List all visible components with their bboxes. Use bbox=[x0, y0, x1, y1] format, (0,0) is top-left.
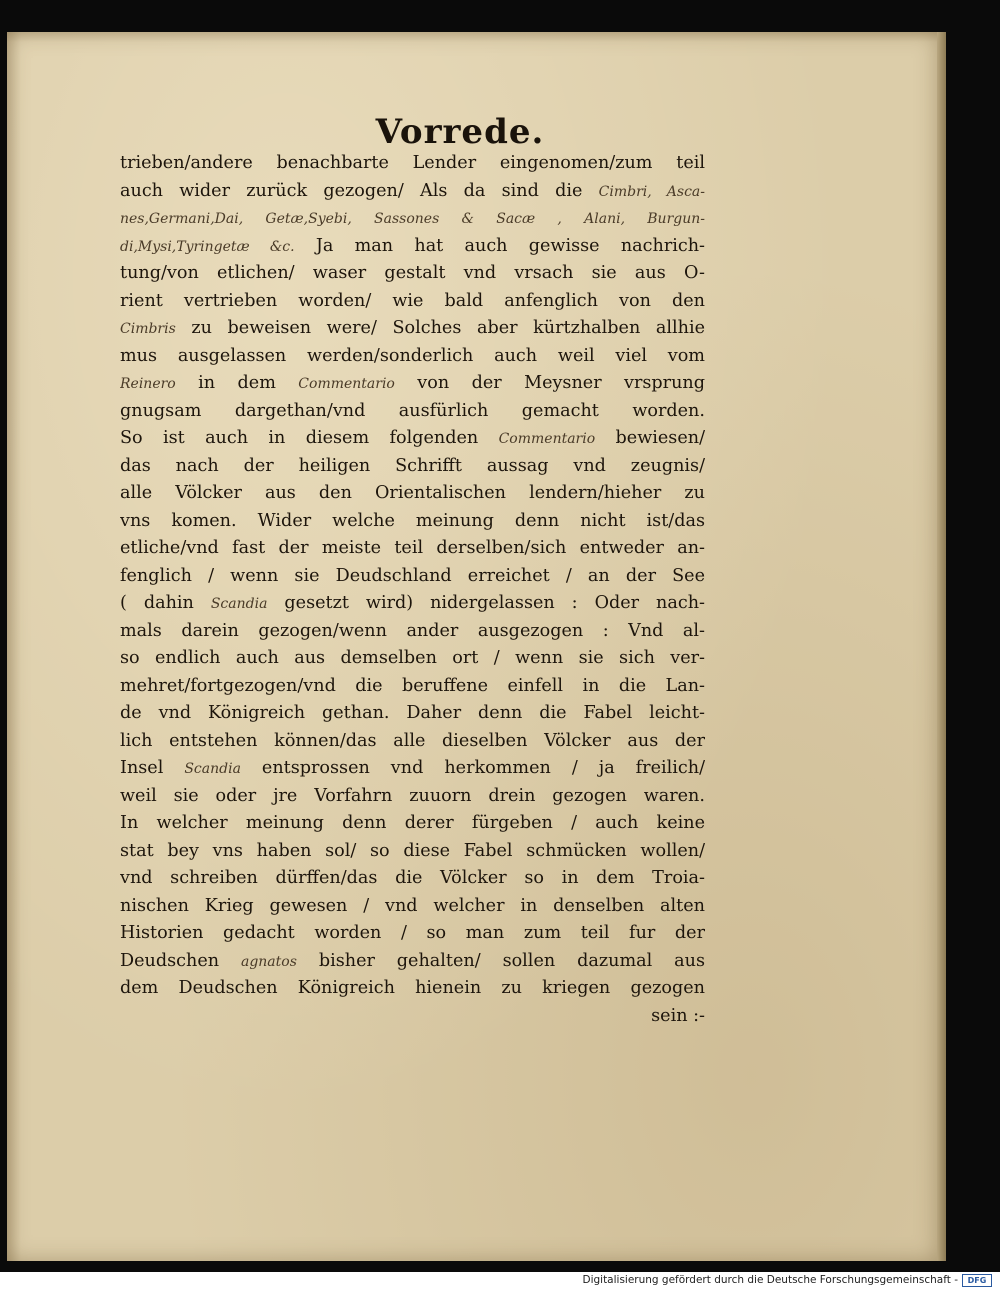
text-line bbox=[120, 343, 705, 371]
footer-bar bbox=[0, 1272, 1000, 1290]
text-line bbox=[120, 1003, 705, 1031]
text-line bbox=[120, 673, 705, 701]
text-segment: sein :- bbox=[651, 1005, 705, 1026]
text-line bbox=[120, 508, 705, 536]
latin-term: agnatos bbox=[240, 953, 297, 970]
text-segment: bewiesen/ bbox=[595, 428, 705, 448]
text-segment: vns komen. Wider welche meinung denn nicht ist/das bbox=[120, 510, 705, 531]
text-segment: fenglich / wenn sie Deudschland erreichet / an der See bbox=[120, 565, 705, 586]
page-gutter bbox=[937, 32, 946, 1261]
text-segment: von der Meysner vrsprung bbox=[394, 373, 705, 393]
text-line bbox=[120, 178, 705, 206]
text-segment: zu beweisen were/ Solches aber kürtzhalben allhie bbox=[175, 318, 705, 338]
text-line bbox=[120, 288, 705, 316]
text-line bbox=[120, 865, 705, 893]
text-line bbox=[120, 755, 705, 783]
text-segment: mals darein gezogen/wenn ander ausgezogen : Vnd al- bbox=[120, 620, 705, 641]
latin-term: nes,Germani,Dai, Getæ,Syebi, Sassones & Sacæ , Alani, Burgun- bbox=[120, 211, 705, 227]
text-segment: So ist auch in diesem folgenden bbox=[120, 428, 499, 448]
latin-term: Scandia bbox=[210, 596, 268, 612]
latin-term: Cimbri, Asca- bbox=[598, 183, 705, 200]
text-line bbox=[120, 233, 705, 261]
text-segment: Insel bbox=[120, 758, 185, 778]
text-segment: nischen Krieg gewesen / vnd welcher in denselben alten bbox=[120, 895, 705, 916]
latin-term: di,Mysi,Tyringetæ &c. bbox=[120, 238, 295, 255]
text-line bbox=[120, 893, 705, 921]
text-segment: trieben/andere benachbarte Lender eingenomen/zum teil bbox=[120, 153, 705, 173]
text-line bbox=[120, 783, 705, 811]
text-line bbox=[120, 838, 705, 866]
text-segment: so endlich auch aus demselben ort / wenn sie sich ver- bbox=[120, 648, 705, 668]
text-line bbox=[120, 480, 705, 508]
text-segment: etliche/vnd fast der meiste teil derselben/sich entweder an- bbox=[120, 538, 705, 558]
text-segment: Deudschen bbox=[120, 950, 241, 971]
text-line bbox=[120, 370, 705, 398]
text-segment: Historien gedacht worden / so man zum teil fur der bbox=[120, 923, 705, 943]
text-segment: de vnd Königreich gethan. Daher denn die Fabel leicht- bbox=[120, 703, 705, 723]
text-segment: In welcher meinung denn derer fürgeben / auch keine bbox=[120, 813, 705, 833]
footer-credit: Digitalisierung gefördert durch die Deutsche Forschungsgemeinschaft - bbox=[582, 1274, 958, 1286]
text-line bbox=[120, 700, 705, 728]
text-segment: entsprossen vnd herkommen / ja freilich/ bbox=[240, 758, 705, 778]
text-segment: lich entstehen können/das alle dieselben Völcker aus der bbox=[120, 730, 705, 751]
latin-term: Reinero bbox=[120, 376, 176, 392]
text-segment: alle Völcker aus den Orientalischen lendern/hieher zu bbox=[120, 483, 705, 503]
latin-term: Commentario bbox=[298, 376, 395, 392]
text-segment: ( dahin bbox=[120, 593, 211, 613]
text-line bbox=[120, 810, 705, 838]
text-line bbox=[120, 563, 705, 591]
text-line bbox=[120, 398, 705, 426]
text-line bbox=[120, 948, 705, 976]
text-line bbox=[120, 590, 705, 618]
text-segment: vnd schreiben dürffen/das die Völcker so in dem Troia- bbox=[120, 868, 705, 888]
text-segment: rient vertrieben worden/ wie bald anfenglich von den bbox=[120, 290, 705, 311]
text-line bbox=[120, 535, 705, 563]
text-line bbox=[120, 453, 705, 481]
text-line bbox=[120, 425, 705, 453]
dfg-logo-icon[interactable]: DFG bbox=[962, 1274, 992, 1287]
latin-term: Cimbris bbox=[120, 321, 176, 337]
latin-term: Scandia bbox=[184, 761, 241, 777]
text-line bbox=[120, 645, 705, 673]
text-segment: stat bey vns haben sol/ so diese Fabel schmücken wollen/ bbox=[120, 840, 705, 861]
text-segment: weil sie oder jre Vorfahrn zuuorn drein gezogen waren. bbox=[120, 785, 705, 806]
text-block bbox=[120, 150, 705, 1030]
text-line bbox=[120, 728, 705, 756]
text-segment: gesetzt wird) nidergelassen : Oder nach- bbox=[267, 593, 705, 613]
text-segment: bisher gehalten/ sollen dazumal aus bbox=[296, 950, 705, 971]
text-segment: mehret/fortgezogen/vnd die beruffene einfell in die Lan- bbox=[120, 675, 705, 696]
text-line bbox=[120, 150, 705, 178]
text-segment: in dem bbox=[175, 373, 299, 393]
text-line bbox=[120, 975, 705, 1003]
text-segment: mus ausgelassen werden/sonderlich auch weil viel vom bbox=[120, 345, 705, 366]
text-segment: auch wider zurück gezogen/ Als da sind die bbox=[120, 180, 599, 201]
text-line bbox=[120, 260, 705, 288]
text-segment: gnugsam dargethan/vnd ausfürlich gemacht worden. bbox=[120, 400, 705, 421]
latin-term: Commentario bbox=[498, 431, 596, 447]
text-line bbox=[120, 315, 705, 343]
text-line bbox=[120, 920, 705, 948]
text-segment: dem Deudschen Königreich hienein zu kriegen gezogen bbox=[120, 978, 705, 998]
text-segment: das nach der heiligen Schrifft aussag vnd zeugnis/ bbox=[120, 455, 705, 476]
text-line bbox=[120, 205, 705, 233]
page-heading: Vorrede. bbox=[375, 112, 545, 152]
text-segment: Ja man hat auch gewisse nachrich- bbox=[294, 235, 705, 256]
text-segment: tung/von etlichen/ waser gestalt vnd vrsach sie aus O- bbox=[120, 263, 705, 283]
text-line bbox=[120, 618, 705, 646]
